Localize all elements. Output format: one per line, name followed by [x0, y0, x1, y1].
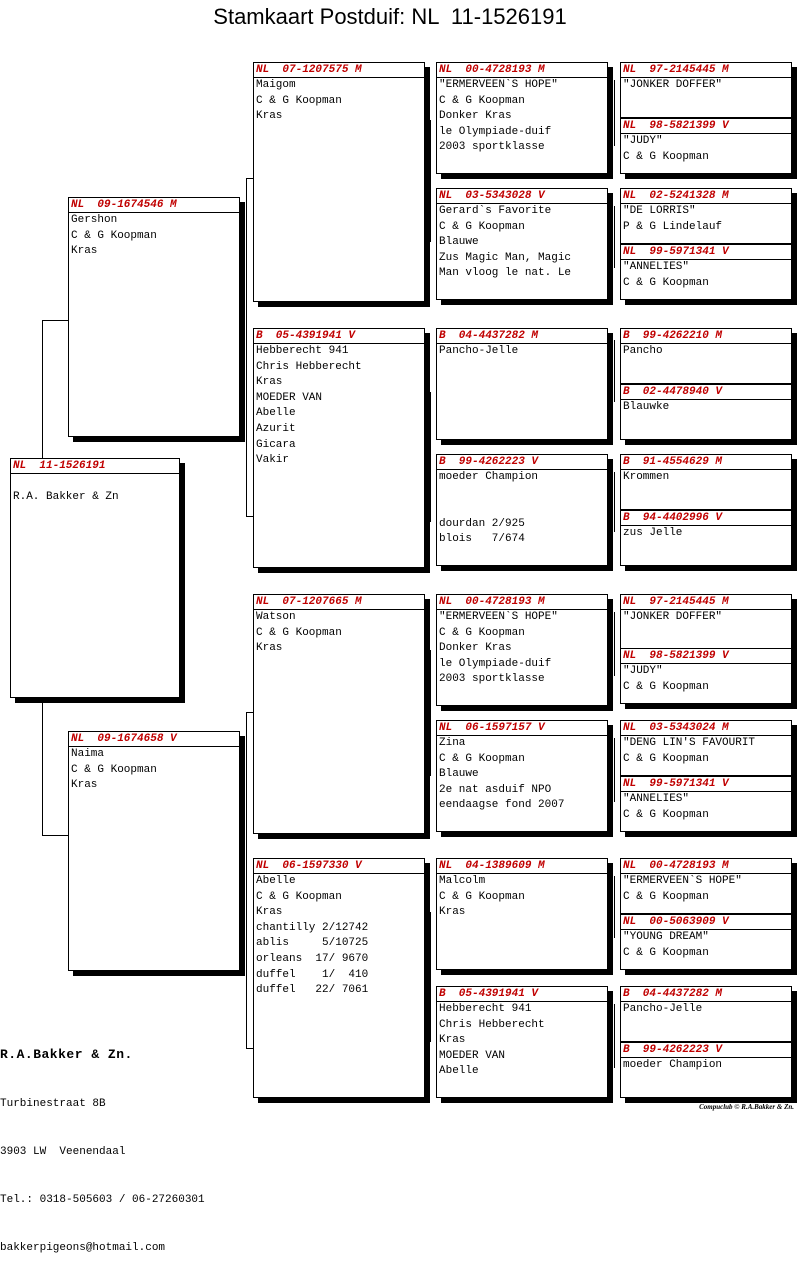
connector-line: [614, 1004, 615, 1068]
card-line: C & G Koopman: [623, 946, 709, 959]
ring-number: NL 00-4728193 M: [437, 63, 607, 78]
ring-number: NL 09-1674546 M: [69, 198, 239, 213]
card-line: "JUDY": [623, 665, 663, 677]
ring-number: B 99-4262223 V: [621, 1043, 791, 1058]
card-line: Blauwe: [439, 236, 479, 249]
owner-phone: Tel.: 0318-505603 / 06-27260301: [0, 1194, 205, 1206]
ring-number: NL 09-1674658 V: [69, 732, 239, 747]
card-line: Watson: [256, 611, 296, 623]
card-line: "JUDY": [623, 135, 663, 147]
card-line: 2003 sportklasse: [439, 673, 545, 686]
card-line: C & G Koopman: [256, 94, 342, 107]
owner-address: [0, 1014, 205, 1272]
connector-line: [246, 712, 247, 1048]
card-line: C & G Koopman: [71, 763, 157, 776]
ring-number: B 05-4391941 V: [437, 987, 607, 1002]
pedigree-card-g6: [620, 384, 792, 440]
card-line: Kras: [256, 110, 283, 123]
card-line: duffel 1/ 410: [256, 968, 369, 981]
card-line: Chris Hebberecht: [256, 360, 362, 373]
pedigree-card-g7: [620, 454, 792, 510]
pedigree-card-mm: [253, 858, 425, 1098]
pedigree-card-g9: [620, 594, 792, 650]
card-line: Man vloog le nat. Le: [439, 267, 572, 280]
pedigree-card-g2: [620, 118, 792, 174]
pedigree-card-g11: [620, 720, 792, 776]
card-line: Zina: [439, 737, 466, 749]
card-line: Pancho-Jelle: [623, 1003, 703, 1015]
ring-number: B 94-4402996 V: [621, 511, 791, 526]
card-line: Zus Magic Man, Magic: [439, 251, 572, 264]
pedigree-card-mmm: [436, 986, 608, 1098]
connector-line: [614, 876, 615, 938]
card-line: R.A. Bakker & Zn: [13, 490, 119, 503]
pedigree-card-ffm: [436, 188, 608, 300]
card-line: 2e nat asduif NPO: [439, 783, 552, 796]
card-line: [437, 486, 607, 502]
connector-line: [614, 80, 615, 146]
ring-number: NL 97-2145445 M: [621, 63, 791, 78]
ring-number: NL 99-5971341 V: [621, 777, 791, 792]
card-line: C & G Koopman: [439, 220, 525, 233]
card-line: C & G Koopman: [256, 626, 342, 639]
software-credit: Compuclub © R.A.Bakker & Zn.: [699, 1103, 794, 1111]
card-line: Pancho-Jelle: [439, 345, 519, 357]
card-line: Kras: [256, 642, 283, 655]
card-line: Kras: [439, 1034, 466, 1047]
card-line: "JONKER DOFFER": [623, 79, 723, 91]
ring-number: B 04-4437282 M: [621, 987, 791, 1002]
pedigree-card-fmm: [436, 454, 608, 566]
card-line: le Olympiade-duif: [439, 657, 552, 670]
connector-line: [430, 120, 431, 242]
card-line: Kras: [71, 779, 98, 792]
card-line: Malcolm: [439, 875, 486, 887]
card-line: moeder Champion: [439, 471, 539, 483]
ring-number: NL 06-1597330 V: [254, 859, 424, 874]
ring-number: NL 98-5821399 V: [621, 649, 791, 664]
card-line: "ANNELIES": [623, 261, 690, 273]
ring-number: B 91-4554629 M: [621, 455, 791, 470]
pedigree-card-mf: [253, 594, 425, 834]
card-line: Donker Kras: [439, 110, 512, 123]
card-line: "ANNELIES": [623, 793, 690, 805]
card-line: Kras: [256, 376, 283, 389]
card-line: MOEDER VAN: [256, 391, 323, 404]
card-line: Naima: [71, 748, 105, 760]
connector-line: [246, 178, 247, 516]
card-line: Abelle: [256, 407, 296, 420]
pedigree-card-g5: [620, 328, 792, 384]
ring-number: NL 02-5241328 M: [621, 189, 791, 204]
card-line: chantilly 2/12742: [256, 921, 369, 934]
pedigree-card-mff: [436, 594, 608, 706]
connector-line: [614, 472, 615, 532]
card-line: [11, 474, 179, 490]
connector-line: [614, 340, 615, 402]
card-line: "ERMERVEEN`S HOPE": [439, 79, 558, 91]
pedigree-card-g12: [620, 776, 792, 832]
ring-number: NL 97-2145445 M: [621, 595, 791, 610]
pedigree-card-g13: [620, 858, 792, 914]
card-line: Maigom: [256, 79, 296, 91]
card-line: 2003 sportklasse: [439, 141, 545, 154]
card-line: Kras: [71, 245, 98, 258]
card-line: "ERMERVEEN`S HOPE": [439, 611, 558, 623]
card-line: C & G Koopman: [623, 276, 709, 289]
ring-number: NL 11-1526191: [11, 459, 179, 474]
connector-line: [42, 320, 43, 458]
card-line: C & G Koopman: [623, 680, 709, 693]
card-line: C & G Koopman: [256, 890, 342, 903]
owner-email: bakkerpigeons@hotmail.com: [0, 1242, 166, 1254]
card-line: Pancho: [623, 345, 663, 357]
owner-city: 3903 LW Veenendaal: [0, 1146, 126, 1158]
pedigree-card-g4: [620, 244, 792, 300]
pedigree-card-mfm: [436, 720, 608, 832]
card-line: C & G Koopman: [439, 626, 525, 639]
card-line: eendaagse fond 2007: [439, 799, 565, 812]
pedigree-card-mmf: [436, 858, 608, 970]
card-line: C & G Koopman: [439, 752, 525, 765]
card-line: C & G Koopman: [623, 890, 709, 903]
card-line: P & G Lindelauf: [623, 220, 723, 233]
connector-line: [614, 738, 615, 802]
connector-line: [430, 912, 431, 1042]
connector-line: [614, 612, 615, 676]
connector-line: [42, 320, 70, 321]
card-line: Donker Kras: [439, 642, 512, 655]
pedigree-card-g8: [620, 510, 792, 566]
card-line: blois 7/674: [439, 533, 525, 546]
card-line: "DE LORRIS": [623, 205, 696, 217]
ring-number: NL 00-4728193 M: [437, 595, 607, 610]
card-line: Kras: [439, 906, 466, 919]
pedigree-card-g1: [620, 62, 792, 118]
ring-number: NL 07-1207575 M: [254, 63, 424, 78]
ring-number: NL 07-1207665 M: [254, 595, 424, 610]
page-title: Stamkaart Postduif: NL 11-1526191: [213, 4, 567, 29]
pedigree-card-fm: [253, 328, 425, 568]
owner-name: R.A.Bakker & Zn.: [0, 1047, 133, 1062]
card-line: C & G Koopman: [623, 808, 709, 821]
pedigree-card-mother: [68, 731, 240, 971]
ring-number: NL 00-5063909 V: [621, 915, 791, 930]
ring-number: B 05-4391941 V: [254, 329, 424, 344]
card-line: le Olympiade-duif: [439, 125, 552, 138]
card-line: C & G Koopman: [439, 890, 525, 903]
card-line: C & G Koopman: [623, 752, 709, 765]
card-line: C & G Koopman: [623, 150, 709, 163]
connector-line: [614, 206, 615, 268]
pedigree-card-g10: [620, 648, 792, 704]
pedigree-card-father: [68, 197, 240, 437]
pedigree-card-fmf: [436, 328, 608, 440]
card-line: C & G Koopman: [71, 229, 157, 242]
ring-number: B 99-4262210 M: [621, 329, 791, 344]
connector-line: [42, 700, 43, 835]
card-line: Blauwke: [623, 401, 670, 413]
card-line: Abelle: [256, 875, 296, 887]
card-line: Vakir: [256, 454, 290, 467]
card-line: "JONKER DOFFER": [623, 611, 723, 623]
card-line: Blauwe: [439, 768, 479, 781]
card-line: Kras: [256, 906, 283, 919]
card-line: duffel 22/ 7061: [256, 984, 369, 997]
ring-number: NL 98-5821399 V: [621, 119, 791, 134]
card-line: Krommen: [623, 471, 670, 483]
pedigree-card-fff: [436, 62, 608, 174]
pedigree-card-g14: [620, 914, 792, 970]
pedigree-card-ff: [253, 62, 425, 302]
ring-number: B 02-4478940 V: [621, 385, 791, 400]
card-line: Gicara: [256, 438, 296, 451]
card-line: Abelle: [439, 1065, 479, 1078]
pedigree-card-g3: [620, 188, 792, 244]
ring-number: NL 99-5971341 V: [621, 245, 791, 260]
card-line: Hebberecht 941: [439, 1003, 532, 1015]
pedigree-card-subject: [10, 458, 180, 698]
card-line: "DENG LIN'S FAVOURIT: [623, 737, 756, 749]
card-line: MOEDER VAN: [439, 1049, 506, 1062]
card-line: dourdan 2/925: [439, 517, 525, 530]
card-line: C & G Koopman: [439, 94, 525, 107]
ring-number: NL 06-1597157 V: [437, 721, 607, 736]
connector-line: [430, 392, 431, 522]
card-line: Chris Hebberecht: [439, 1018, 545, 1031]
ring-number: B 99-4262223 V: [437, 455, 607, 470]
card-line: Azurit: [256, 422, 296, 435]
pedigree-card-g16: [620, 1042, 792, 1098]
card-line: Hebberecht 941: [256, 345, 349, 357]
card-line: Gerard`s Favorite: [439, 205, 552, 217]
pedigree-card-g15: [620, 986, 792, 1042]
ring-number: NL 00-4728193 M: [621, 859, 791, 874]
ring-number: NL 04-1389609 M: [437, 859, 607, 874]
card-line: moeder Champion: [623, 1059, 723, 1071]
card-line: ablis 5/10725: [256, 937, 369, 950]
card-line: zus Jelle: [623, 527, 683, 539]
card-line: "ERMERVEEN`S HOPE": [623, 875, 742, 887]
connector-line: [430, 650, 431, 776]
ring-number: B 04-4437282 M: [437, 329, 607, 344]
card-line: [437, 501, 607, 517]
connector-line: [42, 835, 70, 836]
card-line: "YOUNG DREAM": [623, 931, 709, 943]
ring-number: NL 03-5343024 M: [621, 721, 791, 736]
card-line: orleans 17/ 9670: [256, 952, 369, 965]
owner-street: Turbinestraat 8B: [0, 1098, 106, 1110]
ring-number: NL 03-5343028 V: [437, 189, 607, 204]
card-line: Gershon: [71, 214, 118, 226]
